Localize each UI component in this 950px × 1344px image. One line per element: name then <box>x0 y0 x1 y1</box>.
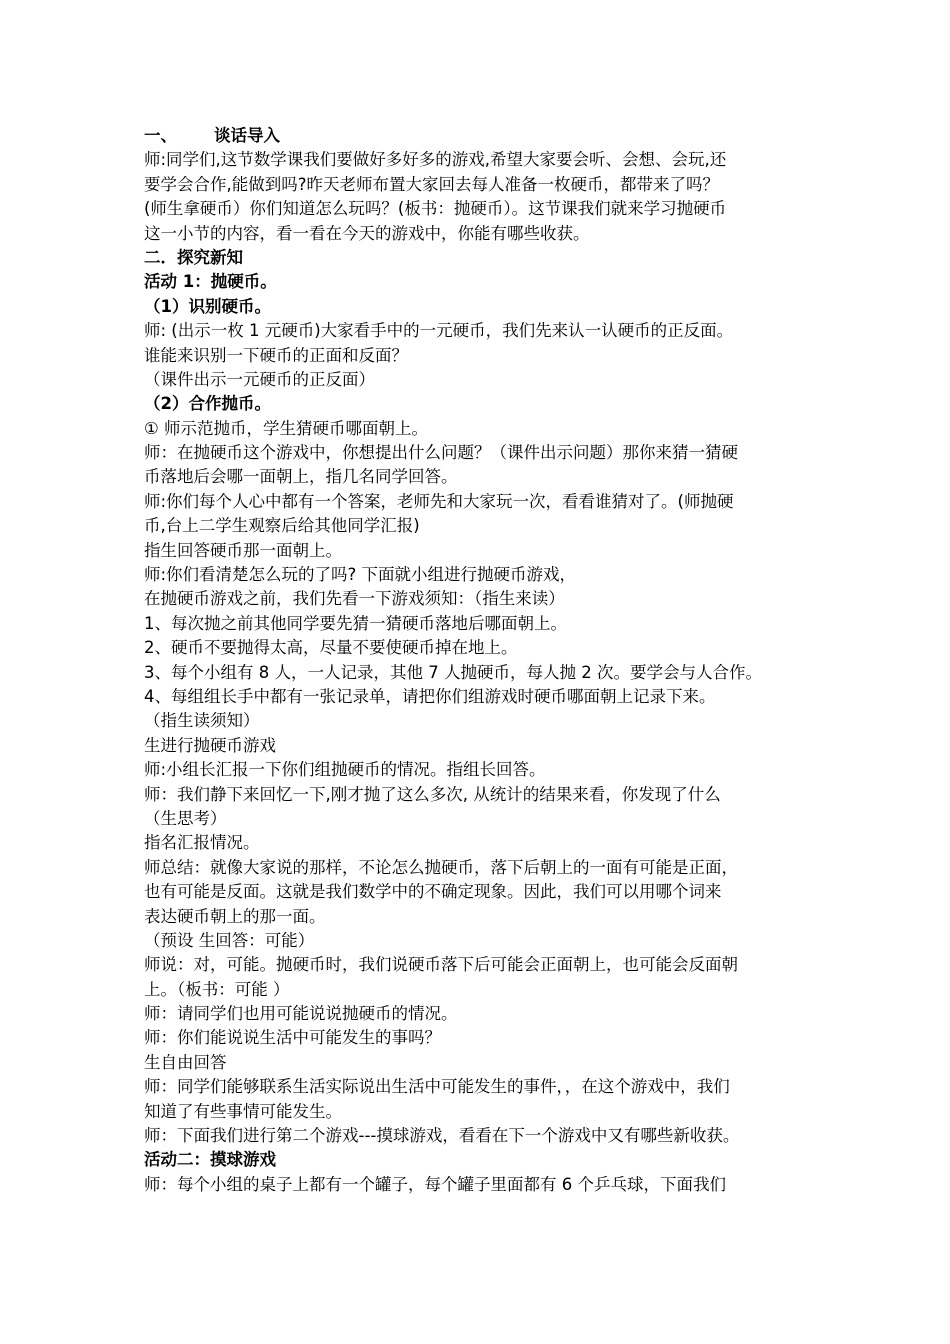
line-text: 师：你们能说说生活中可能发生的事吗？ <box>144 1028 441 1048</box>
line-text: ① 师示范抛币，学生猜硬币哪面朝上。 <box>144 418 429 438</box>
line-text: 3、每个小组有 8 人，一人记录，其他 7 人抛硬币，每人抛 2 次。要学会与人合作。 <box>144 662 762 682</box>
line-text: 师:同学们,这节数学课我们要做好多好多的游戏,希望大家要会听、会想、会玩,还 <box>144 150 727 170</box>
section-heading <box>144 1148 824 1172</box>
line-text: 师:你们每个人心中都有一个答案，老师先和大家玩一次，看看谁猜对了。(师抛硬 <box>144 491 734 511</box>
line-text: 师说：对，可能。抛硬币时，我们说硬币落下后可能会正面朝上，也可能会反面朝 <box>144 955 738 975</box>
section-heading <box>144 124 824 148</box>
text-line <box>144 661 824 685</box>
text-line <box>144 465 824 489</box>
line-text: 师:小组长汇报一下你们组抛硬币的情况。指组长回答。 <box>144 760 546 780</box>
text-line <box>144 1124 824 1148</box>
line-text: （1）识别硬币。 <box>144 296 271 316</box>
text-line <box>144 222 824 246</box>
text-line <box>144 563 824 587</box>
section-heading <box>144 246 824 270</box>
line-text: 表达硬币朝上的那一面。 <box>144 906 326 926</box>
text-line <box>144 880 824 904</box>
text-line <box>144 173 824 197</box>
text-line <box>144 1026 824 1050</box>
text-line <box>144 905 824 929</box>
line-text: 币,台上二学生观察后给其他同学汇报) <box>144 516 420 536</box>
line-text: 2、硬币不要抛得太高，尽量不要使硬币掉在地上。 <box>144 638 518 658</box>
text-line <box>144 1075 824 1099</box>
text-line <box>144 807 824 831</box>
line-text: 师：同学们能够联系生活实际说出生活中可能发生的事件，，在这个游戏中，我们 <box>144 1077 730 1097</box>
line-text: 师:你们看清楚怎么玩的了吗? 下面就小组进行抛硬币游戏， <box>144 565 577 585</box>
text-line <box>144 636 824 660</box>
text-line <box>144 929 824 953</box>
line-text: 师: (出示一枚 1 元硬币)大家看手中的一元硬币，我们先来认一认硬币的正反面。 <box>144 321 734 341</box>
line-text: 要学会合作,能做到吗?昨天老师布置大家回去每人准备一枚硬币，都带来了吗？ <box>144 174 720 194</box>
line-text: （课件出示一元硬币的正反面） <box>144 369 375 389</box>
line-text: 这一小节的内容，看一看在今天的游戏中，你能有哪些收获。 <box>144 223 590 243</box>
text-line <box>144 978 824 1002</box>
text-line <box>144 441 824 465</box>
line-text: （2）合作抛币。 <box>144 394 271 414</box>
line-text: （生思考） <box>144 808 227 828</box>
text-line <box>144 1173 824 1197</box>
line-text: 活动二：摸球游戏 <box>144 1150 276 1170</box>
text-line <box>144 1002 824 1026</box>
line-text: 生自由回答 <box>144 1052 227 1072</box>
line-text: 4、每组组长手中都有一张记录单，请把你们组游戏时硬币哪面朝上记录下来。 <box>144 686 716 706</box>
text-line <box>144 148 824 172</box>
text-line <box>144 734 824 758</box>
line-text: (师生拿硬币）你们知道怎么玩吗？(板书：抛硬币）。这节课我们就来学习抛硬币 <box>144 199 727 219</box>
section-heading <box>144 295 824 319</box>
text-line <box>144 417 824 441</box>
line-text: 生进行抛硬币游戏 <box>144 735 276 755</box>
text-line <box>144 685 824 709</box>
text-line <box>144 539 824 563</box>
text-line <box>144 709 824 733</box>
text-line <box>144 783 824 807</box>
text-line <box>144 368 824 392</box>
line-text: 币落地后会哪一面朝上，指几名同学回答。 <box>144 467 458 487</box>
text-line <box>144 953 824 977</box>
text-line <box>144 856 824 880</box>
section-heading <box>144 392 824 416</box>
document-body <box>144 124 824 1197</box>
line-text: 上。（板书：可能 ） <box>144 979 290 999</box>
line-text: （预设 生回答：可能） <box>144 930 315 950</box>
text-line <box>144 612 824 636</box>
line-text: 师：下面我们进行第二个游戏---摸球游戏，看看在下一个游戏中又有哪些新收获。 <box>144 1126 740 1146</box>
text-line <box>144 490 824 514</box>
line-text: 指生回答硬币那一面朝上。 <box>144 540 342 560</box>
text-line <box>144 344 824 368</box>
line-text: 谈话导入 <box>214 126 280 145</box>
heading-number: 一、 <box>144 126 177 145</box>
line-text: 师总结：就像大家说的那样，不论怎么抛硬币，落下后朝上的一面有可能是正面， <box>144 857 738 877</box>
text-line <box>144 831 824 855</box>
text-line <box>144 514 824 538</box>
text-line <box>144 758 824 782</box>
line-text: 在抛硬币游戏之前，我们先看一下游戏须知：（指生来读） <box>144 589 565 609</box>
line-text: 师：在抛硬币这个游戏中，你想提出什么问题？（课件出示问题）那你来猜一猜硬 <box>144 443 738 463</box>
line-text: 也有可能是反面。这就是我们数学中的不确定现象。因此，我们可以用哪个词来 <box>144 882 722 902</box>
line-text: （指生读须知） <box>144 711 260 731</box>
line-text: 知道了有些事情可能发生。 <box>144 1101 342 1121</box>
line-text: 师：我们静下来回忆一下,刚才抛了这么多次, 从统计的结果来看，你发现了什么 <box>144 784 721 804</box>
line-text: 谁能来识别一下硬币的正面和反面？ <box>144 345 408 365</box>
section-heading <box>144 270 824 294</box>
text-line <box>144 197 824 221</box>
text-line <box>144 1051 824 1075</box>
line-text: 指名汇报情况。 <box>144 833 260 853</box>
line-text: 1、每次抛之前其他同学要先猜一猜硬币落地后哪面朝上。 <box>144 613 567 633</box>
line-text: 活动 1：抛硬币。 <box>144 272 277 292</box>
text-line <box>144 1100 824 1124</box>
text-line <box>144 319 824 343</box>
text-line <box>144 587 824 611</box>
line-text: 二．探究新知 <box>144 247 243 267</box>
line-text: 师：请同学们也用可能说说抛硬币的情况。 <box>144 1004 458 1024</box>
line-text: 师：每个小组的桌子上都有一个罐子，每个罐子里面都有 6 个乒乓球，下面我们 <box>144 1174 726 1194</box>
